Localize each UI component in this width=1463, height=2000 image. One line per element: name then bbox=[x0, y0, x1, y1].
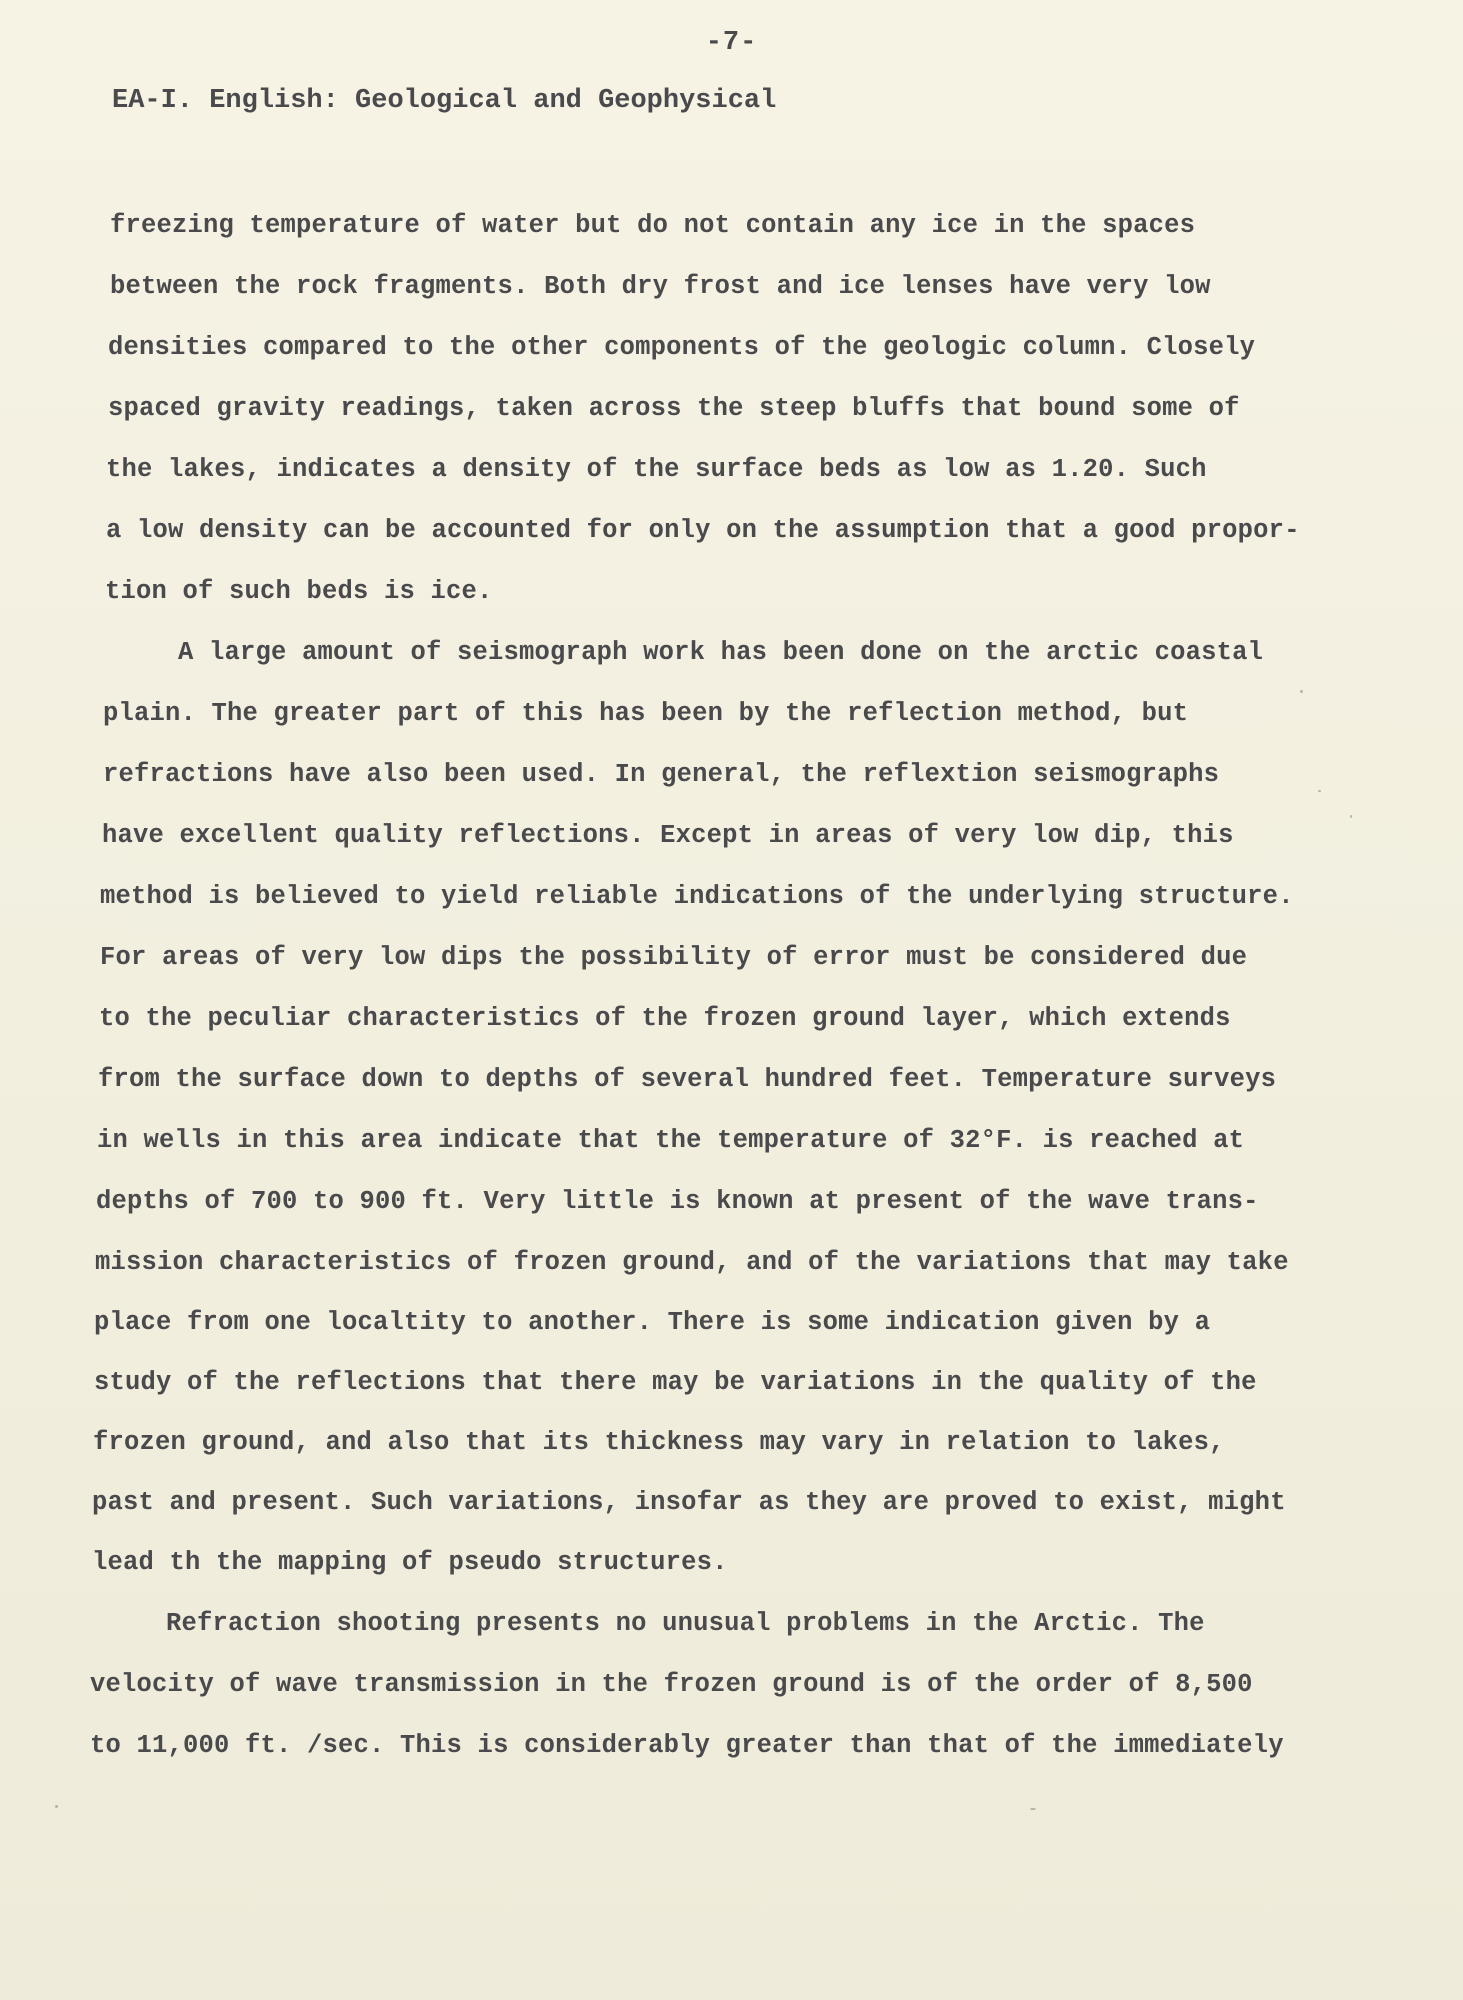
text-line: study of the reflections that there may be variations in the quality of the bbox=[94, 1368, 1257, 1397]
paper-speck bbox=[55, 1805, 58, 1808]
paper-speck bbox=[1300, 690, 1303, 693]
text-line: lead th the mapping of pseudo structures. bbox=[92, 1548, 728, 1577]
document-header: EA-I. English: Geological and Geophysical bbox=[112, 86, 777, 116]
text-line: A large amount of seismograph work has been done on the arctic coastal bbox=[178, 638, 1264, 667]
text-line: plain. The greater part of this has been by the reflection method, but bbox=[103, 699, 1189, 728]
page-number: -7- bbox=[705, 28, 758, 58]
text-line: mission characteristics of frozen ground, and of the variations that may take bbox=[95, 1248, 1289, 1277]
paper-speck bbox=[1030, 1808, 1036, 1810]
text-line: For areas of very low dips the possibility of error must be considered due bbox=[100, 943, 1248, 972]
text-line: between the rock fragments. Both dry frost and ice lenses have very low bbox=[110, 272, 1211, 301]
text-line: spaced gravity readings, taken across the steep bluffs that bound some of bbox=[108, 394, 1240, 423]
text-line: to the peculiar characteristics of the frozen ground layer, which extends bbox=[99, 1004, 1231, 1033]
text-line: refractions have also been used. In general, the reflextion seismographs bbox=[103, 760, 1220, 789]
text-line: densities compared to the other components of the geologic column. Closely bbox=[108, 333, 1256, 362]
text-line: past and present. Such variations, insofar as they are proved to exist, might bbox=[92, 1488, 1286, 1517]
text-line: tion of such beds is ice. bbox=[105, 577, 493, 606]
text-line: from the surface down to depths of several hundred feet. Temperature surveys bbox=[98, 1065, 1277, 1094]
text-line: the lakes, indicates a density of the surface beds as low as 1.20. Such bbox=[106, 455, 1207, 484]
text-line: method is believed to yield reliable indications of the underlying structure. bbox=[100, 882, 1294, 911]
paper-speck bbox=[1350, 815, 1352, 818]
text-line: to 11,000 ft. /sec. This is considerably greater than that of the immediately bbox=[90, 1731, 1284, 1760]
text-line: a low density can be accounted for only on the assumption that a good propor- bbox=[106, 516, 1300, 545]
text-line: depths of 700 to 900 ft. Very little is known at present of the wave trans- bbox=[96, 1187, 1259, 1216]
text-line: in wells in this area indicate that the temperature of 32°F. is reached at bbox=[97, 1126, 1245, 1155]
paper-speck bbox=[1318, 790, 1321, 792]
text-line: Refraction shooting presents no unusual problems in the Arctic. The bbox=[166, 1609, 1205, 1638]
text-line: place from one localtity to another. There is some indication given by a bbox=[94, 1308, 1211, 1337]
text-line: have excellent quality reflections. Except in areas of very low dip, this bbox=[102, 821, 1234, 850]
text-line: freezing temperature of water but do not contain any ice in the spaces bbox=[110, 211, 1196, 240]
text-line: frozen ground, and also that its thickness may vary in relation to lakes, bbox=[93, 1428, 1225, 1457]
text-line: velocity of wave transmission in the frozen ground is of the order of 8,500 bbox=[90, 1670, 1253, 1699]
